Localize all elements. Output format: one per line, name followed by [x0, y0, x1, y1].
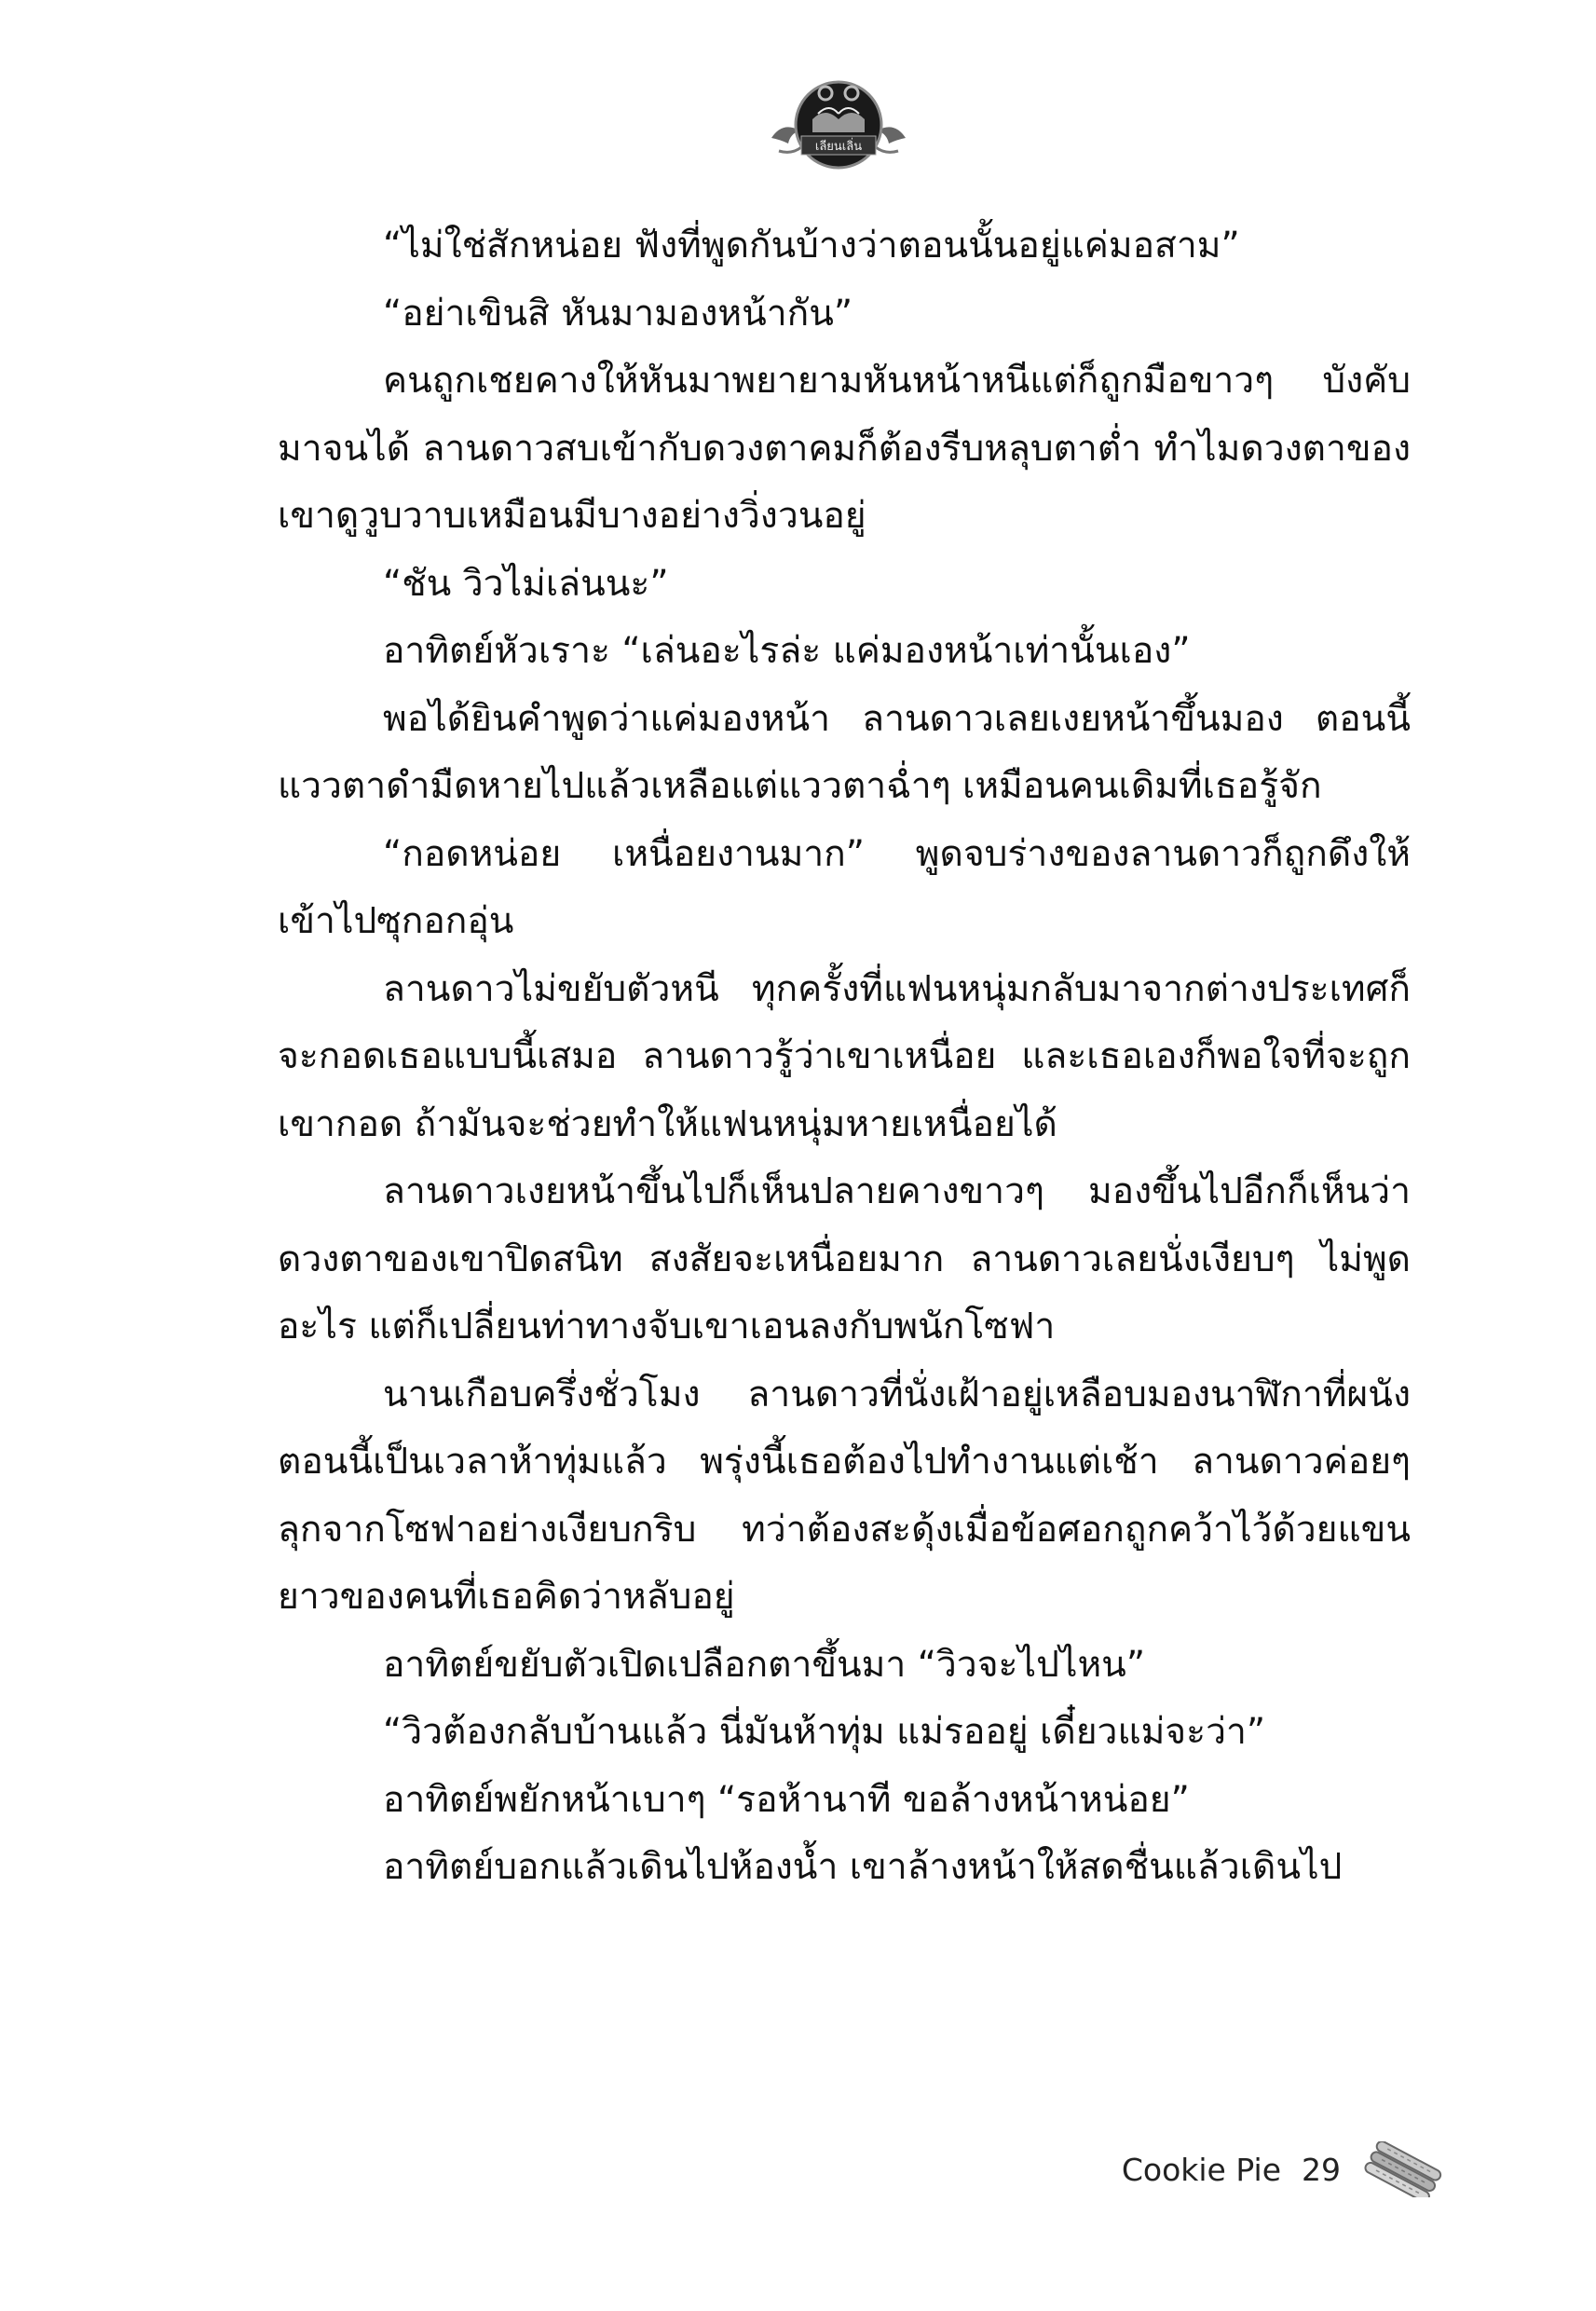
paragraph: ลานดาวไม่ขยับตัวหนี ทุกครั้งที่แฟนหนุ่มกลับมาจากต่างประเทศก็จะกอดเธอแบบนี้เสมอ ลานดาวรู้ว่าเขาเหนื่อย และเธอเองก็พอใจที่จะถูกเขากอด ถ้ามันจะช่วยทำให้แฟนหนุ่มหายเหนื่อยได้: [278, 967, 1411, 1145]
paragraph: “กอดหน่อย เหนื่อยงานมาก” พูดจบร่างของลานดาวก็ถูกดึงให้เข้าไปซุกอกอุ่น: [278, 832, 1411, 942]
paragraph: อาทิตย์บอกแล้วเดินไปห้องน้ำ เขาล้างหน้าให้สดชื่นแล้วเดินไป: [383, 1846, 1343, 1888]
chapter-body: [278, 212, 1411, 1902]
paragraph: อาทิตย์พยักหน้าเบาๆ “รอห้านาที ขอล้างหน้าหน่อย”: [383, 1778, 1190, 1821]
paragraph: “ไม่ใช่สักหน่อย ฟังที่พูดกันบ้างว่าตอนนั้นอยู่แค่มอสาม”: [383, 225, 1240, 267]
paragraph: คนถูกเชยคางให้หันมาพยายามหันหน้าหนีแต่ก็ถูกมือขาวๆ บังคับมาจนได้ ลานดาวสบเข้ากับดวงตาคมก็ต้องรีบหลุบตาต่ำ ทำไมดวงตาของเขาดูวูบวาบเหมือนมีบางอย่างวิ่งวนอยู่: [278, 360, 1411, 537]
paragraph: “อย่าเขินสิ หันมามองหน้ากัน”: [383, 292, 853, 335]
paragraph: “วิวต้องกลับบ้านแล้ว นี่มันห้าทุ่ม แม่รออยู่ เดี๋ยวแม่จะว่า”: [383, 1711, 1266, 1753]
cookie-stack-icon: [1361, 2141, 1447, 2197]
paragraph: อาทิตย์หัวเราะ “เล่นอะไรล่ะ แค่มองหน้าเท่านั้นเอง”: [383, 630, 1191, 672]
paragraph: ลานดาวเงยหน้าขึ้นไปก็เห็นปลายคางขาวๆ มองขึ้นไปอีกก็เห็นว่าดวงตาของเขาปิดสนิท สงสัยจะเหนื่อยมาก ลานดาวเลยนั่งเงียบๆ ไม่พูดอะไร แต่ก็เปลี่ยนท่าทางจับเขาเอนลงกับพนักโซฟา: [278, 1170, 1411, 1347]
paragraph: นานเกือบครึ่งชั่วโมง ลานดาวที่นั่งเฝ้าอยู่เหลือบมองนาฬิกาที่ผนัง ตอนนี้เป็นเวลาห้าทุ่มแล้ว พรุ่งนี้เธอต้องไปทำงานแต่เช้า ลานดาวค่อยๆ ลุกจากโซฟาอย่างเงียบกริบ ทว่าต้องสะดุ้งเมื่อข้อศอกถูกคว้าไว้ด้วยแขนยาวของคนที่เธอคิดว่าหลับอยู่: [278, 1373, 1411, 1618]
paragraph: อาทิตย์ขยับตัวเปิดเปลือกตาขึ้นมา “วิวจะไปไหน”: [383, 1643, 1146, 1686]
paragraph: พอได้ยินคำพูดว่าแค่มองหน้า ลานดาวเลยเงยหน้าขึ้นมอง ตอนนี้แววตาดำมืดหายไปแล้วเหลือแต่แววตาฉ่ำๆ เหมือนคนเดิมที่เธอรู้จัก: [278, 697, 1411, 807]
page-number: 29: [1302, 2151, 1341, 2188]
paragraph: “ชัน วิวไม่เล่นนะ”: [383, 562, 669, 605]
book-title: Cookie Pie: [1121, 2151, 1281, 2188]
publisher-logo-icon: [764, 65, 913, 182]
page-footer: [1122, 2141, 1447, 2197]
logo-text: เลียนเลิ่น: [814, 140, 863, 154]
